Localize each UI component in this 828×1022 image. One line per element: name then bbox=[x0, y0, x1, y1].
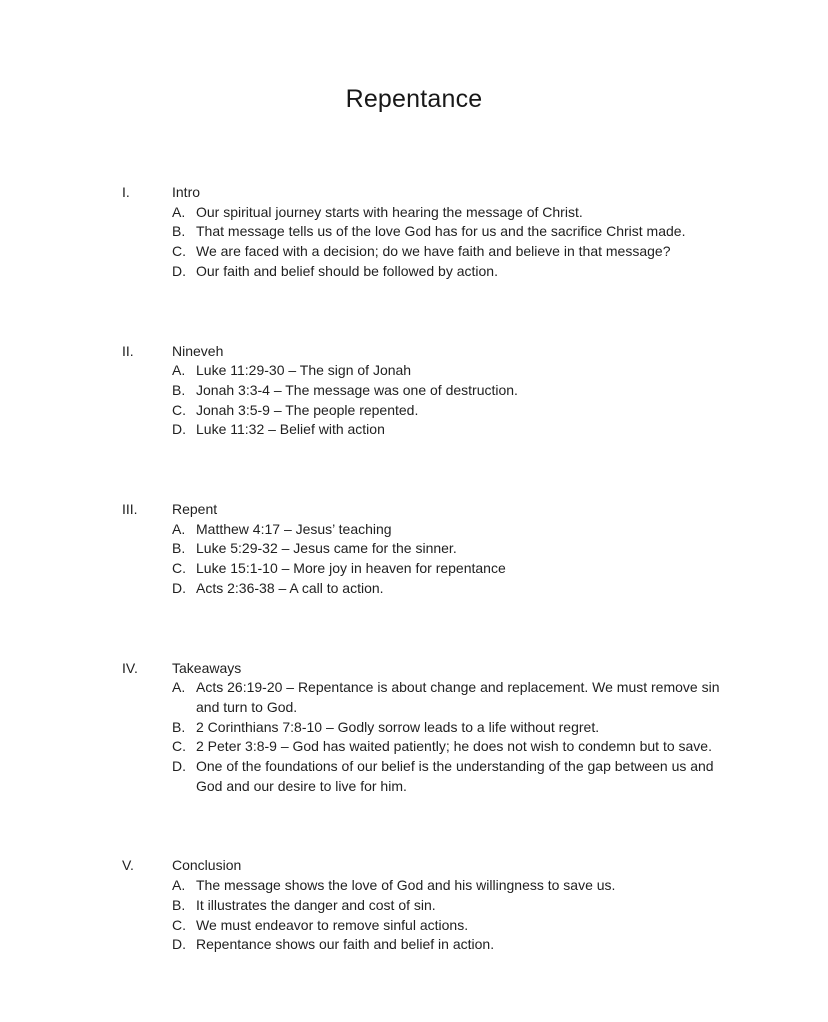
item-letter: C. bbox=[172, 401, 186, 418]
outline-item bbox=[172, 520, 740, 540]
item-letter: C. bbox=[172, 560, 186, 577]
section-numeral: III. bbox=[122, 501, 138, 518]
item-text: Our spiritual journey starts with hearing the message of Christ. bbox=[196, 203, 583, 220]
item-text: One of the foundations of our belief is the understanding of the gap between us and God and our desire to live for him. bbox=[196, 758, 714, 794]
section-numeral: IV. bbox=[122, 659, 138, 676]
outline-section bbox=[122, 342, 740, 441]
item-text: Luke 15:1-10 – More joy in heaven for repentance bbox=[196, 560, 506, 577]
section-items bbox=[172, 876, 740, 955]
item-letter: B. bbox=[172, 540, 186, 557]
item-letter: A. bbox=[172, 520, 186, 537]
outline-section bbox=[122, 659, 740, 797]
item-letter: A. bbox=[172, 362, 186, 379]
outline-item bbox=[172, 401, 740, 421]
item-letter: C. bbox=[172, 916, 186, 933]
outline-item bbox=[172, 737, 740, 757]
outline-item bbox=[172, 896, 740, 916]
item-text: Jonah 3:5-9 – The people repented. bbox=[196, 401, 419, 418]
item-text: We must endeavor to remove sinful actions. bbox=[196, 916, 469, 933]
item-letter: D. bbox=[172, 421, 186, 438]
outline bbox=[0, 183, 828, 955]
outline-item bbox=[172, 203, 740, 223]
item-text: We are faced with a decision; do we have faith and believe in that message? bbox=[196, 243, 671, 260]
item-letter: B. bbox=[172, 381, 186, 398]
item-text: 2 Peter 3:8-9 – God has waited patiently; he does not wish to condemn but to save. bbox=[196, 738, 712, 755]
item-text: It illustrates the danger and cost of sin. bbox=[196, 896, 436, 913]
section-items bbox=[172, 678, 740, 796]
outline-item bbox=[172, 242, 740, 262]
section-heading: Nineveh bbox=[172, 342, 224, 359]
section-numeral: II. bbox=[122, 342, 134, 359]
item-text: Acts 26:19-20 – Repentance is about change and replacement. We must remove sin and turn to God. bbox=[196, 679, 720, 715]
item-letter: C. bbox=[172, 738, 186, 755]
outline-section bbox=[122, 856, 740, 955]
section-heading: Conclusion bbox=[172, 857, 242, 874]
item-text: Repentance shows our faith and belief in action. bbox=[196, 936, 495, 953]
item-text: That message tells us of the love God has for us and the sacrifice Christ made. bbox=[196, 223, 686, 240]
item-letter: B. bbox=[172, 896, 186, 913]
outline-section bbox=[122, 500, 740, 599]
outline-item bbox=[172, 876, 740, 896]
document-title: Repentance bbox=[345, 85, 483, 113]
outline-item bbox=[172, 678, 740, 717]
outline-item bbox=[172, 579, 740, 599]
item-letter: B. bbox=[172, 223, 186, 240]
outline-section bbox=[122, 183, 740, 282]
section-numeral: I. bbox=[122, 184, 130, 200]
outline-item bbox=[172, 381, 740, 401]
item-text: Jonah 3:3-4 – The message was one of destruction. bbox=[196, 381, 518, 398]
outline-item bbox=[172, 262, 740, 282]
section-head bbox=[122, 183, 740, 203]
section-head bbox=[122, 500, 740, 520]
item-letter: B. bbox=[172, 718, 186, 735]
item-text: Acts 2:36-38 – A call to action. bbox=[196, 579, 384, 596]
item-text: Our faith and belief should be followed by action. bbox=[196, 262, 498, 279]
item-letter: D. bbox=[172, 758, 186, 775]
outline-item bbox=[172, 718, 740, 738]
section-heading: Repent bbox=[172, 501, 218, 518]
item-text: Luke 5:29-32 – Jesus came for the sinner. bbox=[196, 540, 457, 557]
section-head bbox=[122, 856, 740, 876]
section-numeral: V. bbox=[122, 857, 134, 874]
outline-item bbox=[172, 361, 740, 381]
section-head bbox=[122, 659, 740, 679]
item-text: The message shows the love of God and his willingness to save us. bbox=[196, 877, 616, 894]
outline-item bbox=[172, 559, 740, 579]
outline-item bbox=[172, 916, 740, 936]
item-text: Matthew 4:17 – Jesus’ teaching bbox=[196, 520, 392, 537]
outline-item bbox=[172, 757, 740, 796]
section-items bbox=[172, 361, 740, 440]
section-items bbox=[172, 520, 740, 599]
outline-item bbox=[172, 539, 740, 559]
item-letter: D. bbox=[172, 579, 186, 596]
section-items bbox=[172, 203, 740, 282]
item-letter: A. bbox=[172, 203, 186, 220]
section-head bbox=[122, 342, 740, 362]
outline-item bbox=[172, 935, 740, 955]
section-heading: Intro bbox=[172, 184, 201, 200]
item-text: 2 Corinthians 7:8-10 – Godly sorrow leads to a life without regret. bbox=[196, 718, 600, 735]
outline-item bbox=[172, 420, 740, 440]
item-letter: A. bbox=[172, 679, 186, 696]
item-text: Luke 11:32 – Belief with action bbox=[196, 421, 385, 438]
item-letter: D. bbox=[172, 262, 186, 279]
outline-item bbox=[172, 222, 740, 242]
item-letter: A. bbox=[172, 877, 186, 894]
item-text: Luke 11:29-30 – The sign of Jonah bbox=[196, 362, 412, 379]
item-letter: D. bbox=[172, 936, 186, 953]
item-letter: C. bbox=[172, 243, 186, 260]
section-heading: Takeaways bbox=[172, 659, 242, 676]
